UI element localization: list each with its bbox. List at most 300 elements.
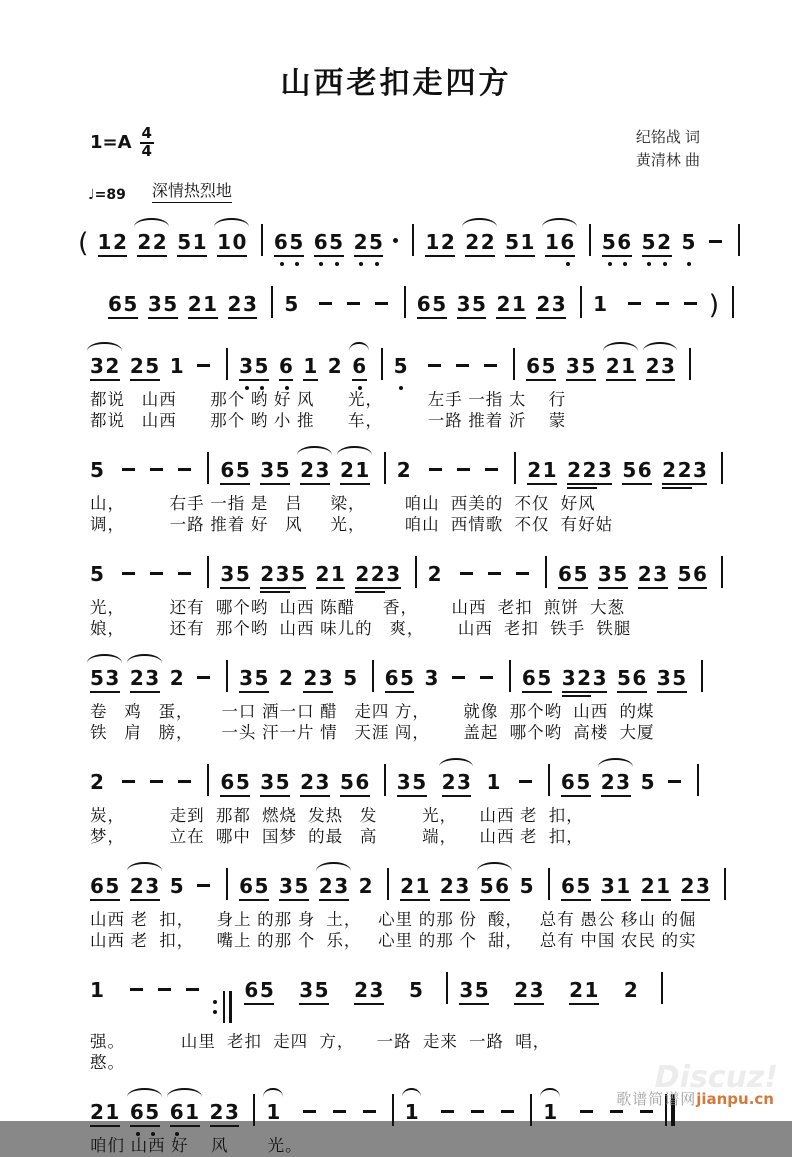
note-digits: 1	[593, 292, 609, 316]
note-token	[417, 292, 448, 316]
intro-parenthesis: )	[708, 290, 720, 321]
note-token	[90, 458, 105, 482]
note-digits: 35	[260, 458, 292, 482]
barline	[415, 556, 417, 588]
duration-dash	[363, 1110, 376, 1113]
note-digits: 65	[220, 458, 252, 482]
duration-dash	[640, 1110, 653, 1113]
note-digits: 23	[637, 562, 669, 586]
note-token	[442, 770, 473, 794]
note-digits: 5	[393, 354, 410, 378]
note-token	[90, 666, 121, 690]
low-octave-dot	[295, 262, 299, 266]
duration-dash	[178, 780, 191, 783]
note-token	[239, 354, 270, 378]
duration-dash	[375, 302, 388, 305]
lyric-row: 卷 鸡 蛋， 一口 酒一口 醋 走四 方， 就像 那个哟 山西 的煤	[90, 703, 655, 721]
note-digits: 35	[597, 562, 629, 586]
barline	[530, 1094, 532, 1126]
note-row	[90, 439, 738, 494]
note-digits: 35	[656, 666, 688, 690]
note-token	[299, 978, 330, 1002]
note-token	[641, 770, 656, 794]
note-token	[170, 1100, 201, 1124]
barline	[661, 972, 663, 1004]
note-digits: 1	[303, 354, 319, 378]
note-digits: 21	[527, 458, 559, 482]
note-digits: 25	[129, 354, 161, 378]
note-token	[601, 874, 632, 898]
note-token	[170, 666, 185, 690]
lyric-row: 山西 老 扣， 身上 的那 身 土， 心里 的那 份 酸， 总有 愚公 移山 的倔	[90, 911, 697, 929]
note-row	[90, 751, 738, 806]
note-digits: 1	[543, 1100, 559, 1124]
note-digits: 5	[90, 458, 106, 482]
barline	[580, 286, 582, 318]
note-digits: 65	[384, 666, 416, 690]
note-token	[108, 292, 139, 316]
note-token	[601, 770, 632, 794]
slur-arc	[349, 342, 368, 351]
note-token	[465, 230, 496, 254]
note-digits: 2	[358, 874, 375, 898]
low-octave-dot	[151, 1132, 155, 1136]
barline	[226, 660, 228, 692]
music-system	[90, 647, 738, 744]
slur-arc	[297, 446, 332, 455]
barline	[261, 224, 263, 256]
note-row	[90, 855, 738, 910]
duration-dash	[347, 302, 360, 305]
note-digits: 23	[129, 874, 161, 898]
song-title: 山西老扣走四方	[280, 67, 512, 100]
barline	[721, 556, 723, 588]
note-digits: 56	[622, 458, 654, 482]
note-row	[90, 959, 738, 1032]
note-token	[682, 230, 697, 254]
note-token	[279, 666, 294, 690]
note-token	[425, 230, 456, 254]
note-digits: 5	[284, 292, 300, 316]
barline	[381, 348, 383, 380]
note-digits: 223	[662, 458, 709, 482]
note-digits: 223	[567, 458, 614, 482]
note-digits: 2	[169, 666, 186, 690]
note-digits: 65	[239, 874, 270, 898]
note-token	[354, 230, 385, 254]
note-token	[228, 292, 259, 316]
note-token	[602, 230, 633, 254]
note-digits: 235	[260, 562, 307, 586]
note-token	[274, 230, 305, 254]
low-octave-dot	[623, 262, 627, 266]
note-digits: 5	[343, 666, 359, 690]
note-digits: 1	[266, 1100, 282, 1124]
note-token	[177, 230, 208, 254]
barline	[372, 660, 374, 692]
slur-arc	[402, 1088, 421, 1097]
note-token	[409, 978, 424, 1002]
note-digits: 2	[427, 562, 444, 586]
tempo-marking: ♩=89	[88, 187, 126, 203]
note-token	[90, 1100, 121, 1124]
note-digits: 21	[569, 978, 600, 1002]
note-token	[130, 354, 161, 378]
note-digits: 5	[408, 978, 425, 1002]
duration-dash	[460, 572, 473, 575]
note-digits: 35	[220, 562, 252, 586]
note-digits: 2	[396, 458, 413, 482]
note-token	[300, 458, 331, 482]
note-token	[681, 874, 712, 898]
note-digits: 23	[303, 666, 335, 690]
note-token	[496, 292, 527, 316]
note-token	[641, 874, 672, 898]
note-digits: 56	[617, 666, 648, 690]
note-token	[220, 770, 251, 794]
low-octave-dot	[375, 262, 379, 266]
note-token	[385, 666, 416, 690]
note-token	[130, 666, 161, 690]
note-token	[638, 562, 669, 586]
note-token	[217, 230, 248, 254]
duration-dash	[122, 780, 135, 783]
note-digits: 21	[339, 458, 371, 482]
barline	[271, 286, 273, 318]
note-token	[340, 770, 371, 794]
barline	[207, 764, 209, 796]
lyricist-credit: 纪铭战 词	[635, 129, 700, 146]
note-digits: 35	[239, 666, 270, 690]
note-digits: 35	[147, 292, 179, 316]
note-token	[606, 354, 637, 378]
duration-dash	[303, 1110, 316, 1113]
barline	[226, 868, 228, 900]
duration-dash	[485, 468, 498, 471]
key-time-signature	[90, 126, 154, 160]
note-digits: 35	[278, 874, 310, 898]
note-token	[662, 458, 708, 482]
barline	[701, 660, 703, 692]
note-digits: 32	[90, 354, 121, 378]
slur-arc	[598, 758, 633, 767]
slur-arc	[87, 654, 122, 663]
lyric-row: 光， 还有 哪个哟 山西 陈醋 香， 山西 老扣 煎饼 大葱	[90, 599, 626, 617]
note-token	[526, 354, 557, 378]
duration-dash	[429, 468, 442, 471]
duration-dash	[178, 572, 191, 575]
barline	[724, 868, 726, 900]
lyric-row: 憨。	[90, 1054, 125, 1072]
duration-dash	[610, 1110, 623, 1113]
barline	[697, 764, 699, 796]
barline	[514, 452, 516, 484]
note-token	[561, 874, 592, 898]
note-digits: 2	[278, 666, 295, 690]
barline	[404, 286, 406, 318]
note-token	[527, 458, 558, 482]
lyric-row: 炭， 走到 那都 燃烧 发热 发 光， 山西 老 扣，	[90, 807, 584, 825]
note-digits: 65	[244, 978, 276, 1002]
note-digits: 3	[424, 666, 440, 690]
note-digits: 65	[273, 230, 305, 254]
note-token	[130, 1100, 161, 1124]
discuz-watermark: Discuz!	[654, 1060, 778, 1095]
barline	[207, 452, 209, 484]
barline	[509, 660, 511, 692]
note-token	[561, 770, 592, 794]
duration-dash	[122, 468, 135, 471]
music-system	[90, 543, 738, 640]
note-row	[90, 335, 738, 390]
note-digits: 56	[479, 874, 511, 898]
duration-dash	[484, 364, 497, 367]
music-systems	[78, 211, 738, 1157]
note-token	[239, 874, 270, 898]
note-digits: 23	[645, 354, 677, 378]
note-digits: 65	[521, 666, 553, 690]
note-digits: 1	[169, 354, 186, 378]
note-token	[90, 562, 105, 586]
slur-arc	[542, 218, 577, 227]
note-token	[400, 874, 431, 898]
note-digits: 65	[561, 874, 592, 898]
duration-dash	[628, 302, 641, 305]
note-digits: 23	[300, 458, 331, 482]
slur-arc	[87, 342, 122, 351]
note-digits: 21	[496, 292, 528, 316]
duration-dash	[709, 240, 722, 243]
site-watermark	[616, 1088, 774, 1109]
note-token	[220, 562, 251, 586]
note-token	[90, 770, 105, 794]
note-token	[303, 354, 318, 378]
barline	[253, 1094, 255, 1126]
note-token	[314, 230, 345, 254]
barline	[689, 348, 691, 380]
note-token	[316, 562, 347, 586]
note-digits: 65	[560, 770, 592, 794]
slur-arc	[127, 654, 162, 663]
low-octave-dot	[136, 1132, 140, 1136]
note-token	[646, 354, 677, 378]
music-system	[108, 273, 738, 328]
repeat-thick-bar	[229, 991, 232, 1023]
duration-dash	[197, 676, 210, 679]
note-digits: 10	[217, 230, 248, 254]
note-digits: 56	[677, 562, 709, 586]
barline	[226, 348, 228, 380]
barline	[446, 972, 448, 1004]
note-token	[457, 292, 488, 316]
note-digits: 323	[561, 666, 608, 690]
duration-dash	[684, 302, 697, 305]
duration-dash	[668, 780, 681, 783]
note-token	[569, 978, 600, 1002]
time-signature	[140, 126, 154, 160]
note-digits: 65	[220, 770, 252, 794]
note-digits: 12	[97, 230, 129, 254]
note-digits: 56	[601, 230, 633, 254]
intro-parenthesis: (	[78, 228, 89, 259]
note-token	[624, 978, 639, 1002]
note-digits: 35	[565, 354, 597, 378]
repeat-sign	[213, 991, 232, 1023]
slur-arc	[462, 218, 497, 227]
barline	[384, 764, 386, 796]
repeat-colon	[213, 1000, 217, 1014]
barline	[721, 452, 723, 484]
note-digits: 52	[641, 230, 673, 254]
note-token	[394, 354, 409, 378]
note-digits: 65	[526, 354, 557, 378]
note-digits: 35	[239, 354, 270, 378]
note-token	[428, 562, 443, 586]
note-digits: 65	[416, 292, 448, 316]
note-digits: 35	[299, 978, 331, 1002]
watermark-site-url: jianpu.cn	[696, 1090, 774, 1108]
note-token	[545, 230, 576, 254]
note-digits: 5	[90, 562, 106, 586]
note-digits: 31	[600, 874, 632, 898]
note-token	[300, 770, 331, 794]
credits	[636, 126, 700, 173]
note-token	[137, 230, 168, 254]
note-token	[279, 874, 310, 898]
lyric-row: 梦， 立在 哪中 国梦 的最 高 端， 山西 老 扣，	[90, 828, 584, 846]
augmentation-dot	[393, 238, 398, 243]
duration-dash	[150, 780, 163, 783]
low-octave-dot	[175, 1132, 179, 1136]
note-token	[188, 292, 219, 316]
duration-dash	[471, 1110, 484, 1113]
duration-dash	[428, 364, 441, 367]
note-token	[279, 354, 294, 378]
note-token	[558, 562, 589, 586]
note-digits: 65	[129, 1100, 161, 1124]
note-digits: 22	[137, 230, 169, 254]
note-digits: 51	[177, 230, 209, 254]
low-octave-dot	[566, 262, 570, 266]
note-token	[486, 770, 501, 794]
duration-dash	[150, 468, 163, 471]
time-signature-numerator: 4	[141, 124, 152, 142]
note-digits: 35	[459, 978, 491, 1002]
note-digits: 23	[514, 978, 546, 1002]
duration-dash	[501, 1110, 514, 1113]
duration-dash	[456, 364, 469, 367]
note-digits: 16	[544, 230, 576, 254]
note-token	[424, 666, 439, 690]
note-token	[598, 562, 629, 586]
note-digits: 21	[400, 874, 431, 898]
note-digits: 23	[536, 292, 568, 316]
lyric-row: 铁 肩 膀， 一头 汗一片 情 天涯 闯， 盖起 哪个哟 高楼 大厦	[90, 724, 655, 742]
note-token	[397, 458, 412, 482]
note-token	[148, 292, 179, 316]
duration-dash	[319, 302, 332, 305]
note-token	[319, 874, 350, 898]
note-token	[244, 978, 275, 1002]
time-signature-denominator: 4	[141, 141, 152, 160]
slur-arc	[477, 862, 512, 871]
note-digits: 21	[640, 874, 672, 898]
note-token	[352, 354, 367, 378]
note-token	[260, 562, 306, 586]
note-digits: 12	[425, 230, 457, 254]
note-token	[405, 1100, 420, 1124]
music-system	[78, 211, 738, 266]
note-digits: 6	[352, 354, 368, 378]
note-digits: 23	[129, 666, 161, 690]
lyric-row: 都说 山西 那个 哟 好 风 光， 左手 一指 太 行	[90, 391, 567, 409]
note-token	[220, 458, 251, 482]
lyric-row: 都说 山西 那个 哟 小 推 车， 一路 推着 沂 蒙	[90, 412, 567, 430]
slur-arc	[540, 1088, 559, 1097]
duration-dash	[158, 988, 171, 991]
note-digits: 5	[681, 230, 697, 254]
note-token	[397, 770, 428, 794]
note-row	[90, 543, 738, 598]
duration-dash	[150, 572, 163, 575]
note-token	[359, 874, 374, 898]
barline	[545, 556, 547, 588]
duration-dash	[457, 468, 470, 471]
note-digits: 23	[680, 874, 712, 898]
note-digits: 53	[90, 666, 121, 690]
note-token	[343, 666, 358, 690]
music-system	[90, 959, 738, 1074]
note-digits: 21	[605, 354, 637, 378]
note-token	[354, 978, 385, 1002]
note-digits: 65	[313, 230, 345, 254]
lyric-row: 山西 老 扣， 嘴上 的那 个 乐， 心里 的那 个 甜， 总有 中国 农民 的实	[90, 932, 697, 950]
low-octave-dot	[358, 386, 362, 390]
note-digits: 23	[318, 874, 350, 898]
note-token	[505, 230, 536, 254]
barline	[548, 868, 550, 900]
note-digits: 23	[209, 1100, 241, 1124]
barline	[384, 452, 386, 484]
barline	[738, 224, 740, 256]
note-digits: 23	[354, 978, 385, 1002]
note-token	[170, 874, 185, 898]
tempo-row	[88, 178, 792, 203]
barline	[387, 868, 389, 900]
note-token	[480, 874, 511, 898]
barline	[207, 556, 209, 588]
duration-dash	[197, 884, 210, 887]
low-octave-dot	[319, 262, 323, 266]
note-token	[593, 292, 608, 316]
note-token	[514, 978, 545, 1002]
note-token	[90, 978, 105, 1002]
composer-credit: 黄清林 曲	[635, 152, 700, 170]
note-digits: 21	[90, 1100, 121, 1124]
note-digits: 5	[169, 874, 186, 898]
barline	[732, 286, 734, 318]
note-token	[440, 874, 471, 898]
note-digits: 223	[355, 562, 402, 586]
note-token	[567, 458, 613, 482]
barline	[392, 1094, 394, 1126]
note-token	[520, 874, 535, 898]
music-system	[90, 335, 738, 432]
note-digits: 61	[169, 1100, 201, 1124]
note-token	[536, 292, 567, 316]
note-token	[90, 354, 121, 378]
low-octave-dot	[260, 386, 264, 390]
